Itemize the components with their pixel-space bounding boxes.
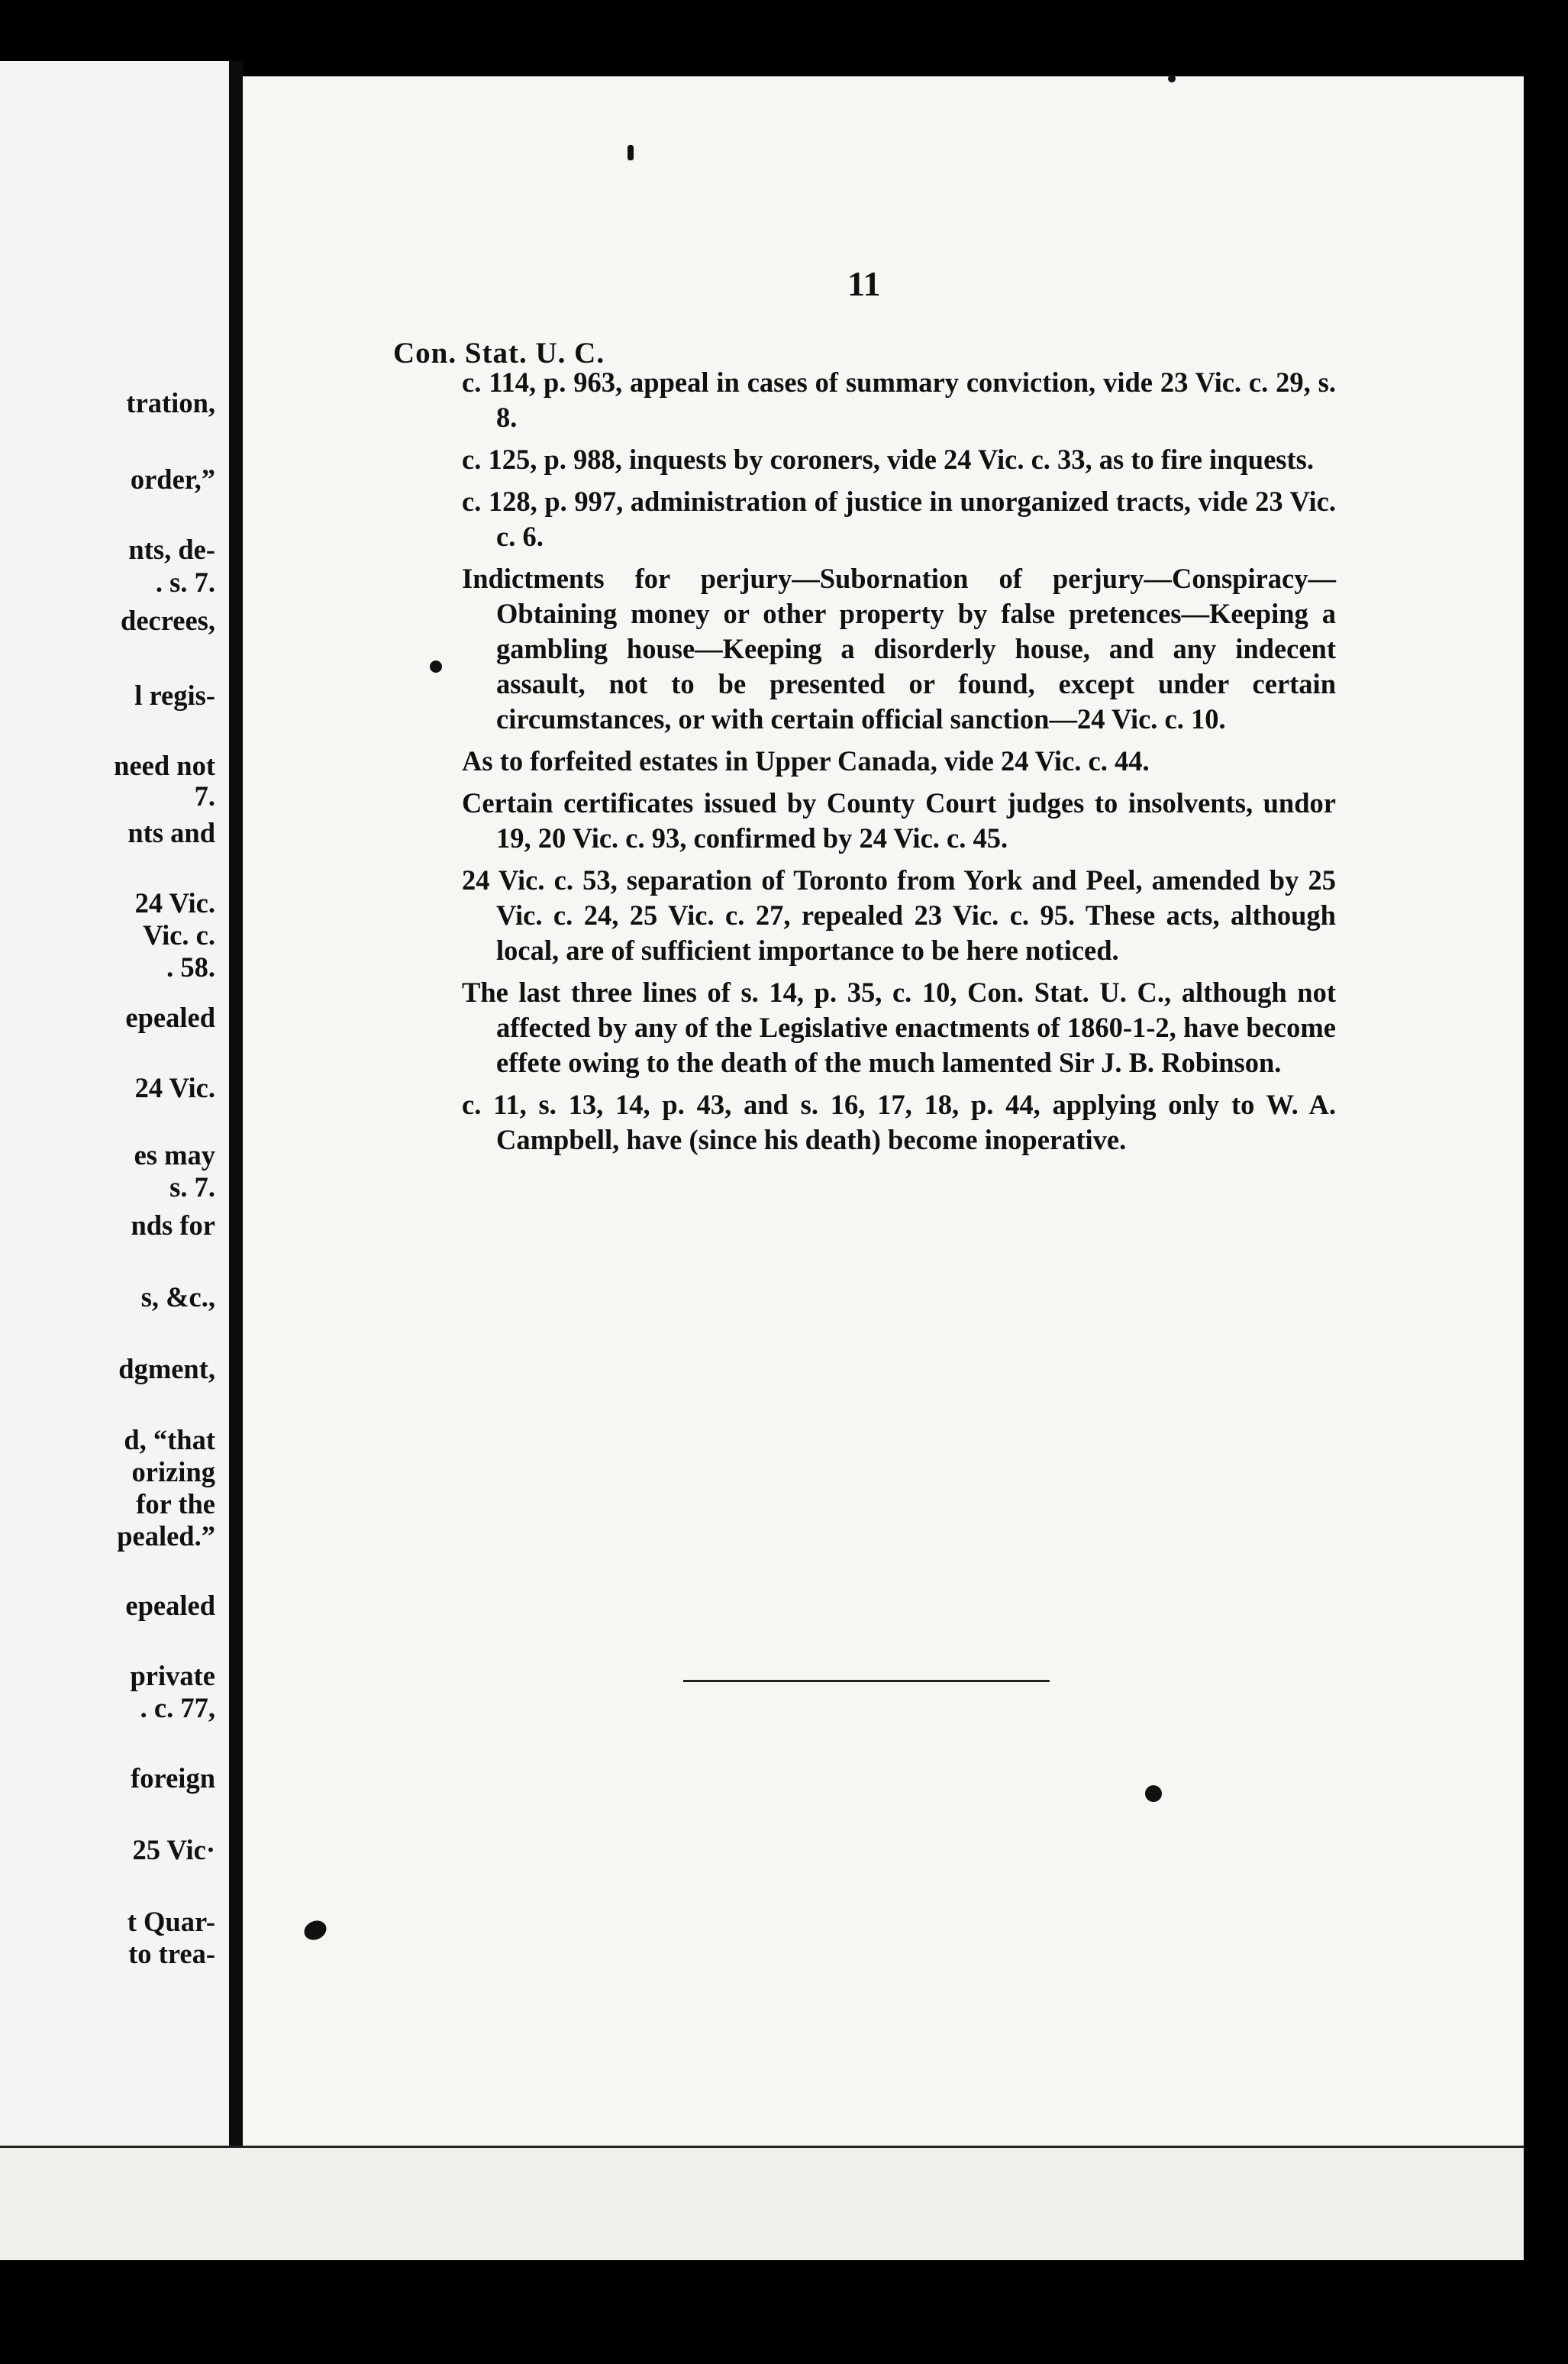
scan-frame-bottom bbox=[0, 2260, 1568, 2364]
left-fragment-line: 24 Vic. bbox=[134, 1072, 215, 1103]
section-heading: Con. Stat. U. C. bbox=[393, 337, 605, 370]
left-fragment-line: for the bbox=[136, 1488, 215, 1519]
left-fragment-line: s, &c., bbox=[140, 1281, 215, 1313]
left-fragment-line: l regis- bbox=[134, 680, 215, 711]
left-fragment-line: es may bbox=[134, 1139, 215, 1171]
ink-spot bbox=[1145, 1785, 1162, 1802]
left-fragment-line: nds for bbox=[131, 1209, 215, 1241]
left-fragment-line: decrees, bbox=[121, 605, 215, 636]
entry-paragraph: 24 Vic. c. 53, separation of Toronto from York and Peel, amended by 25 Vic. c. 24, 25 Vic. c. 27, repealed 23 Vic. c. 95. These acts, although local, are of sufficient importance to be here noticed. bbox=[462, 864, 1336, 966]
closing-rule bbox=[683, 1680, 1050, 1682]
left-fragment-line: d, “that bbox=[124, 1424, 215, 1455]
left-fragment-line: epealed bbox=[125, 1590, 215, 1621]
entry-paragraph: c. 11, s. 13, 14, p. 43, and s. 16, 17, 18, p. 44, applying only to W. A. Campbell, have (since his death) become inoperative. bbox=[462, 1089, 1336, 1155]
entry-paragraph: As to forfeited estates in Upper Canada, vide 24 Vic. c. 44. bbox=[462, 745, 1150, 777]
left-fragment-line: need not bbox=[114, 750, 215, 781]
ink-spot bbox=[430, 660, 442, 673]
left-fragment-line: 25 Vic· bbox=[132, 1834, 215, 1865]
left-fragment-line: 7. bbox=[194, 780, 215, 812]
previous-page-fragment bbox=[0, 61, 229, 2260]
entry-paragraph: c. 114, p. 963, appeal in cases of summary conviction, vide 23 Vic. c. 29, s. 8. bbox=[462, 367, 1336, 433]
left-fragment-line: 24 Vic. bbox=[134, 887, 215, 919]
entries-list bbox=[462, 365, 1336, 1164]
left-fragment-line: foreign bbox=[131, 1762, 215, 1794]
page-gutter bbox=[229, 61, 243, 2260]
scan-frame-right bbox=[1524, 0, 1568, 2364]
ink-spot bbox=[628, 145, 634, 160]
entry-paragraph: Indictments for perjury—Subornation of perjury—Conspiracy—Obtaining money or other property by false pretences—Keeping a gambling house—Keeping a disorderly house, and any indecent assault, not to be presented or found, except under certain circumstances, or with certain official sanction—24 Vic. c. 10. bbox=[462, 563, 1336, 735]
left-fragment-line: nts, de- bbox=[128, 534, 215, 565]
entry-paragraph: The last three lines of s. 14, p. 35, c. 10, Con. Stat. U. C., although not affected by any of the Legislative enactments of 1860-1-2, have become effete owing to the death of the much lamented Sir J. B. Robinson. bbox=[462, 977, 1336, 1078]
scan-frame-top bbox=[0, 0, 1568, 61]
entry-paragraph: c. 125, p. 988, inquests by coroners, vide 24 Vic. c. 33, as to fire inquests. bbox=[462, 444, 1314, 475]
left-fragment-line: . s. 7. bbox=[155, 567, 215, 598]
left-fragment-line: orizing bbox=[131, 1456, 215, 1487]
left-fragment-line: pealed.” bbox=[117, 1520, 215, 1552]
left-fragment-line: . 58. bbox=[166, 951, 215, 983]
page-number: 11 bbox=[847, 264, 881, 303]
left-fragment-line: s. 7. bbox=[169, 1171, 215, 1203]
left-fragment-line: to trea- bbox=[128, 1938, 215, 1969]
left-fragment-line: nts and bbox=[127, 817, 215, 848]
left-fragment-line: private bbox=[130, 1660, 215, 1691]
left-fragment-line: t Quar- bbox=[127, 1906, 215, 1937]
left-fragment-line: Vic. c. bbox=[143, 919, 215, 951]
left-fragment-line: dgment, bbox=[118, 1353, 215, 1384]
entry-paragraph: c. 128, p. 997, administration of justice in unorganized tracts, vide 23 Vic. c. 6. bbox=[462, 486, 1336, 552]
entry-paragraph: Certain certificates issued by County Court judges to insolvents, undor 19, 20 Vic. c. 93, confirmed by 24 Vic. c. 45. bbox=[462, 787, 1336, 854]
left-fragment-line: . c. 77, bbox=[140, 1692, 215, 1723]
page-edge-strip bbox=[0, 2148, 1524, 2260]
left-fragment-line: epealed bbox=[125, 1002, 215, 1033]
ink-spot bbox=[1168, 75, 1176, 82]
left-fragment-line: order,” bbox=[130, 463, 215, 495]
left-fragment-line: tration, bbox=[126, 387, 215, 418]
